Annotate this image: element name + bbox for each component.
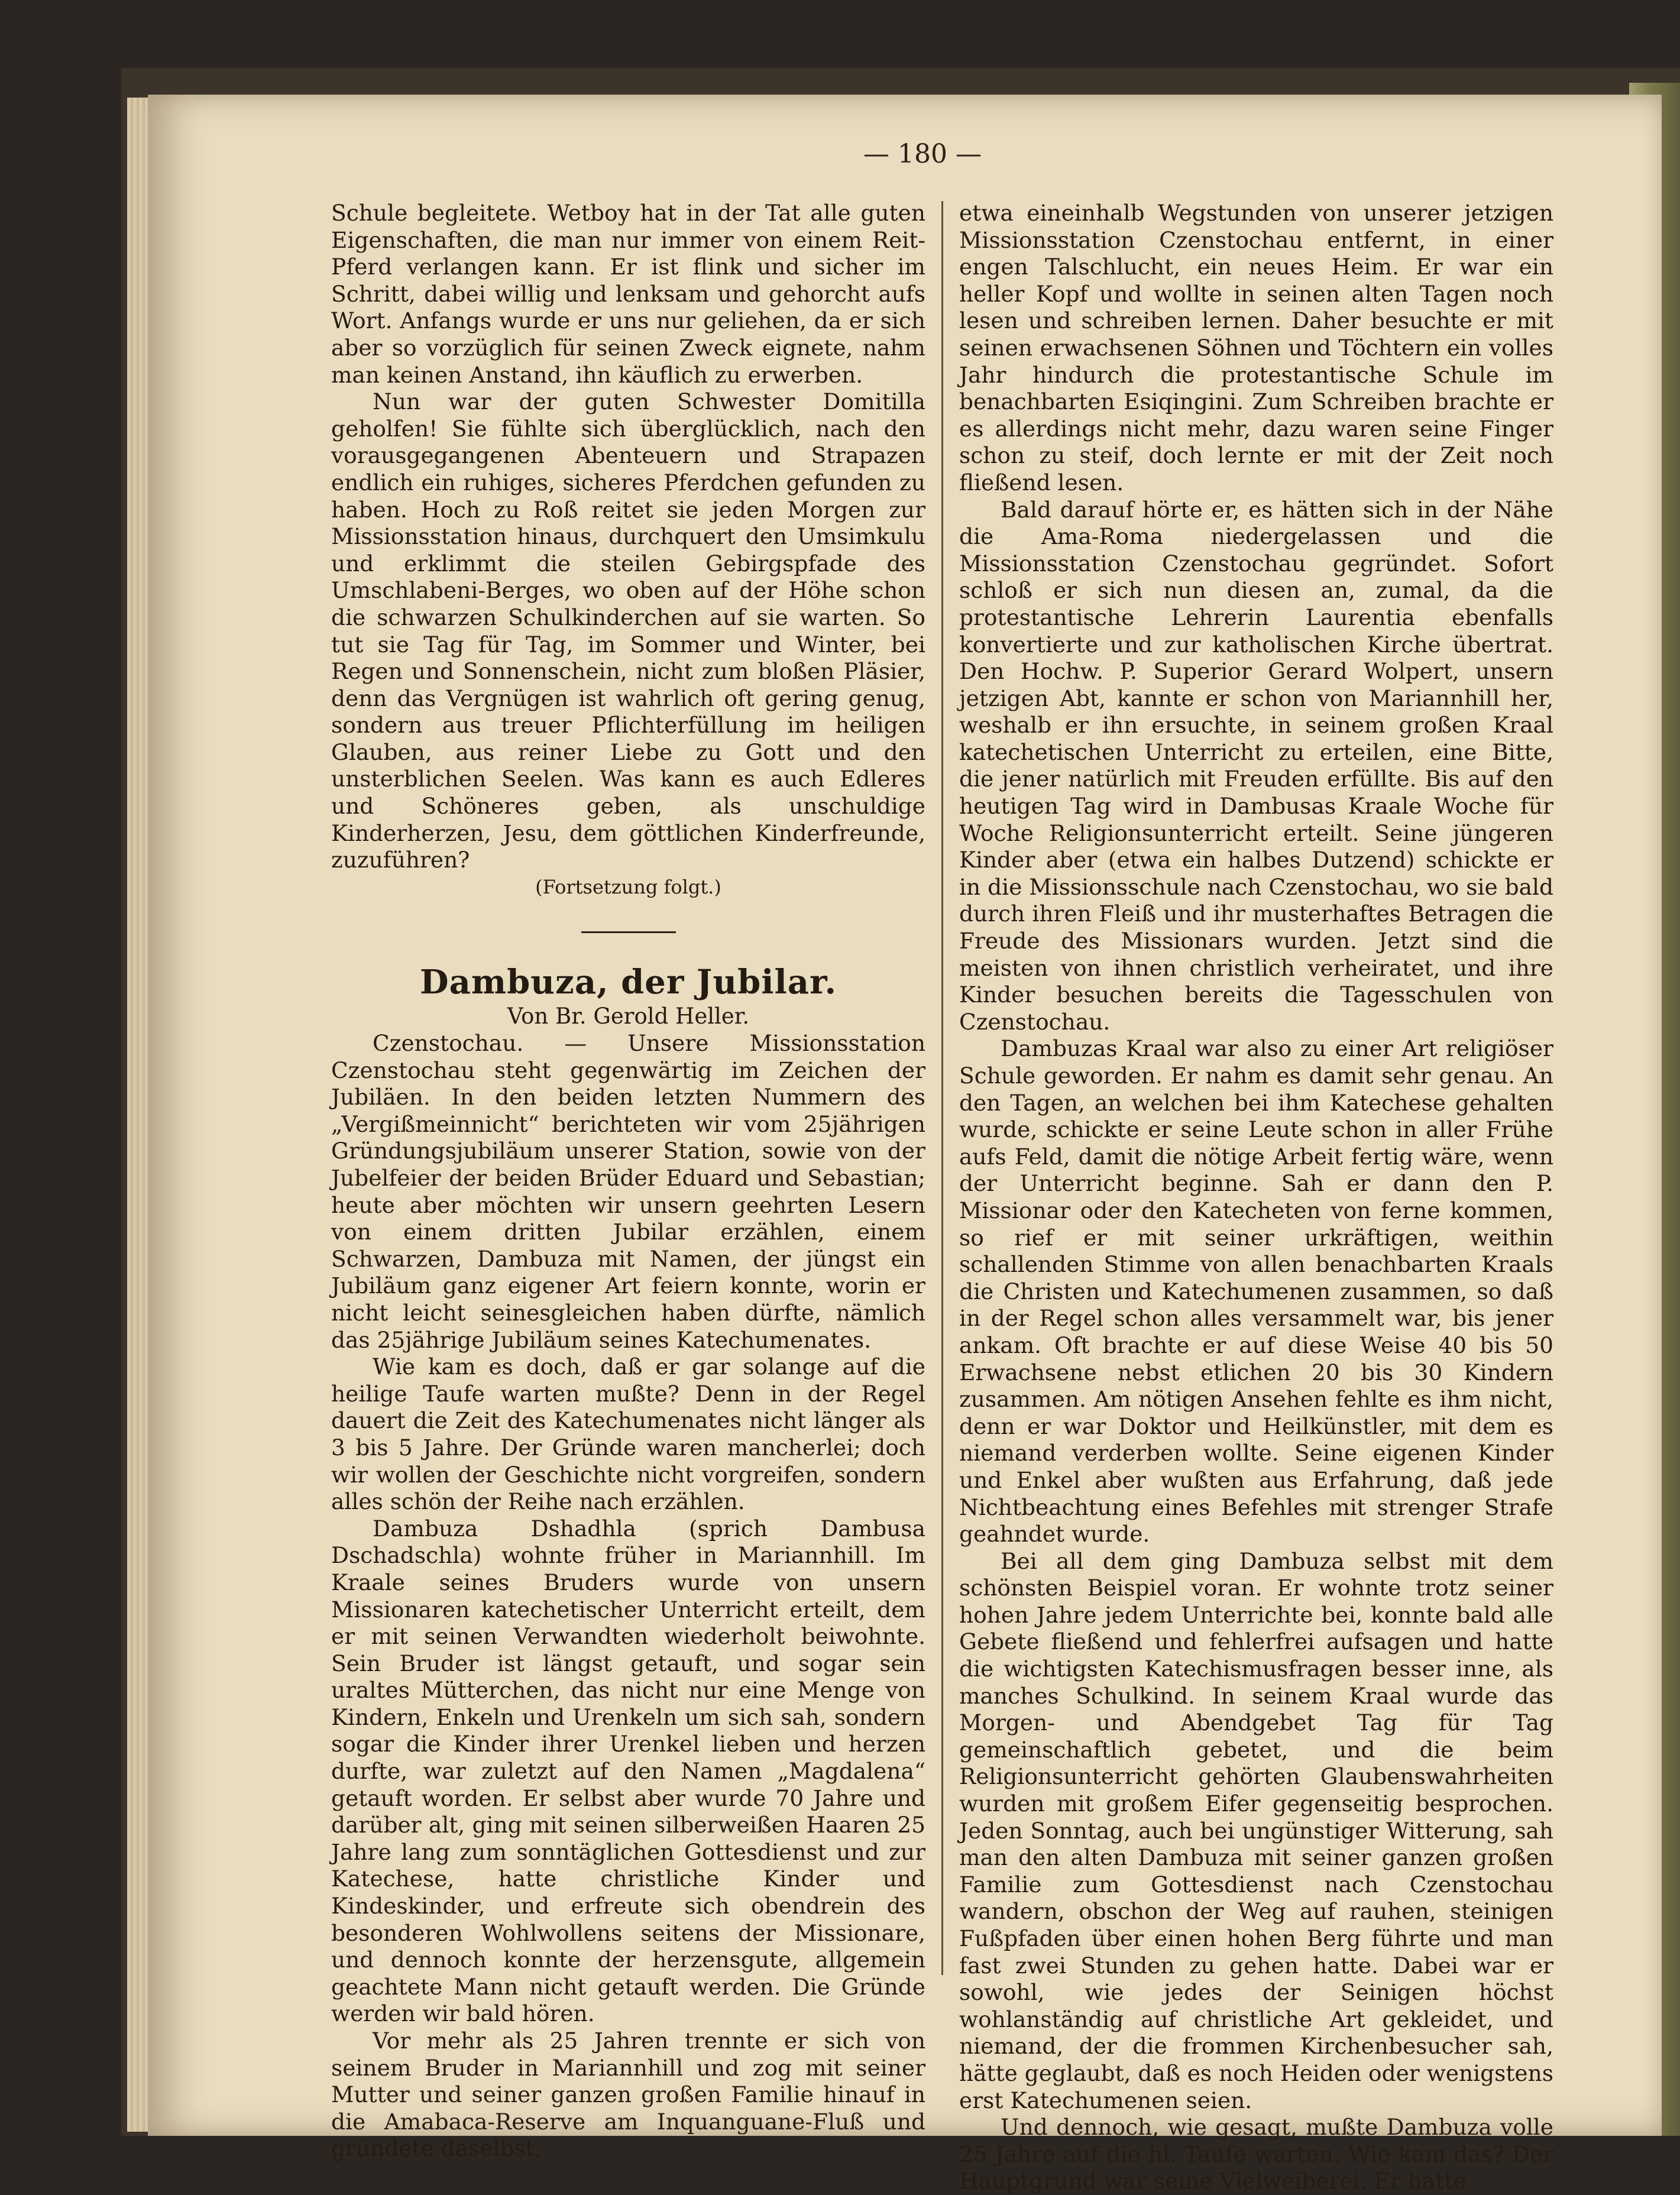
paragraph: Bald darauf hörte er, es hätten sich in der Nähe die Ama-Roma niedergelassen und die Missionsstation Czenstochau gegründet. Sofort schloß er sich nun diesen an, zumal, da die protestantische Lehrerin Laurentia ebenfalls konvertierte und zur katholischen Kirche übertrat. Den Hochw. P. Superior Gerard Wolpert, unsern jetzigen Abt, kannte er schon von Mariannhill her, weshalb er ihn ersuchte, in seinem großen Kraal katechetischen Unterricht zu erteilen, eine Bitte, die jener natürlich mit Freuden erfüllte. Bis auf den heutigen Tag wird in Dambusas Kraale Woche für Woche Religionsunterricht erteilt. Seine jüngeren Kinder aber (etwa ein halbes Dutzend) schickte er in die Missionsschule nach Czenstochau, wo sie bald durch ihren Fleiß und ihr musterhaftes Betragen die Freude des Missionars wurden. Jetzt sind die meisten von ihnen christlich verheiratet, und ihre Kinder besuchen bereits die Tagesschulen von Czenstochau.: [959, 496, 1553, 1035]
paragraph: etwa eineinhalb Wegstunden von unserer jetzigen Missionsstation Czenstochau entfernt, in einer engen Talschlucht, ein neues Heim. Er war ein heller Kopf und wollte in seinen alten Tagen noch lesen und schreiben lernen. Daher besuchte er mit seinen erwachsenen Söhnen und Töchtern ein volles Jahr hindurch die protestantische Schule im benachbarten Esiqingini. Zum Schreiben brachte er es allerdings nicht mehr, dazu waren seine Finger schon zu steif, doch lernte er mit der Zeit noch fließend lesen.: [959, 200, 1553, 496]
paragraph: Dambuza Dshadhla (sprich Dambusa Dschadschla) wohnte früher in Mariannhill. Im Kraale seines Bruders wurde von unsern Missionaren katechetischer Unterricht erteilt, dem er mit seinen Verwandten wiederholt beiwohnte. Sein Bruder ist längst getauft, und sogar sein uraltes Mütterchen, das nicht nur eine Menge von Kindern, Enkeln und Urenkeln um sich sah, sondern sogar die Kinder ihrer Urenkel lieben und herzen durfte, war zuletzt auf den Namen „Magdalena“ getauft worden. Er selbst aber wurde 70 Jahre und darüber alt, ging mit seinen silberweißen Haaren 25 Jahre lang zum sonntäglichen Gottesdienst und zur Katechese, hatte christliche Kinder und Kindeskinder, und erfreute sich obendrein des besonderen Wohlwollens seitens der Missionare, und dennoch konnte der herzensgute, allgemein geachtete Mann nicht getauft werden. Die Gründe werden wir bald hören.: [331, 1515, 925, 2027]
page-number: — 180 —: [863, 139, 982, 169]
paragraph: Vor mehr als 25 Jahren trennte er sich von seinem Bruder in Mariannhill und zog mit seiner Mutter und seiner ganzen großen Familie hinauf in die Amabaca-Reserve am Inquanguane-Fluß und gründete daselbst,: [331, 2028, 925, 2162]
paragraph: Czenstochau. — Unsere Missionsstation Czenstochau steht gegenwärtig im Zeichen der Jubiläen. In den beiden letzten Nummern des „Vergißmeinnicht“ berichteten wir vom 25jährigen Gründungsjubiläum unserer Station, sowie von der Jubelfeier der beiden Brüder Eduard und Sebastian; heute aber möchten wir unsern geehrten Lesern von einem dritten Jubilar erzählen, einem Schwarzen, Dambuza mit Namen, der jüngst ein Jubiläum ganz eigener Art feiern konnte, worin er nicht leicht seinesgleichen haben dürfte, nämlich das 25jährige Jubiläum seines Katechumenates.: [331, 1030, 925, 1353]
paragraph: Dambuzas Kraal war also zu einer Art religiöser Schule geworden. Er nahm es damit sehr genau. An den Tagen, an welchen bei ihm Katechese gehalten wurde, schickte er seine Leute schon in aller Frühe aufs Feld, damit die nötige Arbeit fertig wäre, wenn der Unterricht beginne. Sah er dann den P. Missionar oder den Katecheten von ferne kommen, so rief er mit seiner urkräftigen, weithin schallenden Stimme von allen benachbarten Kraals die Christen und Katechumenen zusammen, so daß in der Regel schon alles versammelt war, bis jener ankam. Oft brachte er auf diese Weise 40 bis 50 Erwachsene nebst etlichen 20 bis 30 Kindern zusammen. Am nötigen Ansehen fehlte es ihm nicht, denn er war Doktor und Heilkünstler, mit dem es niemand verderben wollte. Seine eigenen Kinder und Enkel aber wußten aus Erfahrung, daß jede Nichtbeachtung eines Befehles mit strenger Strafe geahndet wurde.: [959, 1035, 1553, 1547]
column-rule: [941, 201, 943, 1975]
left-column: [331, 200, 925, 2162]
byline: Von Br. Gerold Heller.: [507, 1003, 750, 1029]
continued-note: (Fortsetzung folgt.): [535, 875, 721, 898]
paragraph: Wie kam es doch, daß er gar solange auf die heilige Taufe warten mußte? Denn in der Regel dauert die Zeit des Katechumenates nicht länger als 3 bis 5 Jahre. Der Gründe waren mancherlei; doch wir wollen der Geschichte nicht vorgreifen, sondern alles schön der Reihe nach erzählen.: [331, 1354, 925, 1515]
paragraph: Und dennoch, wie gesagt, mußte Dambuza volle 25 Jahre auf die hl. Taufe warten. Wie kam das? Der Hauptgrund war seine Vielweiberei. Er hatte: [959, 2114, 1553, 2194]
paragraph: Bei all dem ging Dambuza selbst mit dem schönsten Beispiel voran. Er wohnte trotz seiner hohen Jahre jedem Unterrichte bei, konnte bald alle Gebete fließend und fehlerfrei aufsagen und hatte die wichtigsten Katechismusfragen besser inne, als manches Schulkind. In seinem Kraal wurde das Morgen- und Abendgebet Tag für Tag gemeinschaftlich gebetet, und die beim Religionsunterricht gehörten Glaubenswahrheiten wurden mit großem Eifer gegenseitig besprochen. Jeden Sonntag, auch bei ungünstiger Witterung, sah man den alten Dambuza mit seiner ganzen großen Familie zum Gottesdienst nach Czenstochau wandern, obschon der Weg auf rauhen, steinigen Fußpfaden über einen hohen Berg führte und man fast zwei Stunden zu gehen hatte. Dabei war er sowohl, wie jedes der Seinigen höchst wohlanständig auf christliche Art gekleidet, und niemand, der die frommen Kirchenbesucher sah, hätte geglaubt, daß es noch Heiden oder wenigstens erst Katechumenen seien.: [959, 1547, 1553, 2113]
section-divider: [581, 931, 676, 933]
paragraph: Nun war der guten Schwester Domitilla geholfen! Sie fühlte sich überglücklich, nach den vorausgegangenen Abenteuern und Strapazen endlich ein ruhiges, sicheres Pferdchen gefunden zu haben. Hoch zu Roß reitet sie jeden Morgen zur Missionsstation hinaus, durchquert den Umsimkulu und erklimmt die steilen Gebirgspfade des Umschlabeni-Berges, wo oben auf der Höhe schon die schwarzen Schulkinderchen auf sie warten. So tut sie Tag für Tag, im Sommer und Winter, bei Regen und Sonnenschein, nicht zum bloßen Pläsier, denn das Vergnügen ist wahrlich oft gering genug, sondern aus treuer Pflichterfüllung im heiligen Glauben, aus reiner Liebe zu Gott und den unsterblichen Seelen. Was kann es auch Edleres und Schöneres geben, als unschuldige Kinderherzen, Jesu, dem göttlichen Kinderfreunde, zuzuführen?: [331, 389, 925, 873]
paragraph: Schule begleitete. Wetboy hat in der Tat alle guten Eigenschaften, die man nur immer von einem Reit-Pferd verlangen kann. Er ist flink und sicher im Schritt, dabei willig und lenksam und gehorcht aufs Wort. Anfangs wurde er uns nur geliehen, da er sich aber so vorzüglich für seinen Zweck eignete, nahm man keinen Anstand, ihn käuflich zu erwerben.: [331, 200, 925, 388]
right-column: [959, 200, 1553, 2195]
article-title: Dambuza, der Jubilar.: [420, 963, 837, 1002]
